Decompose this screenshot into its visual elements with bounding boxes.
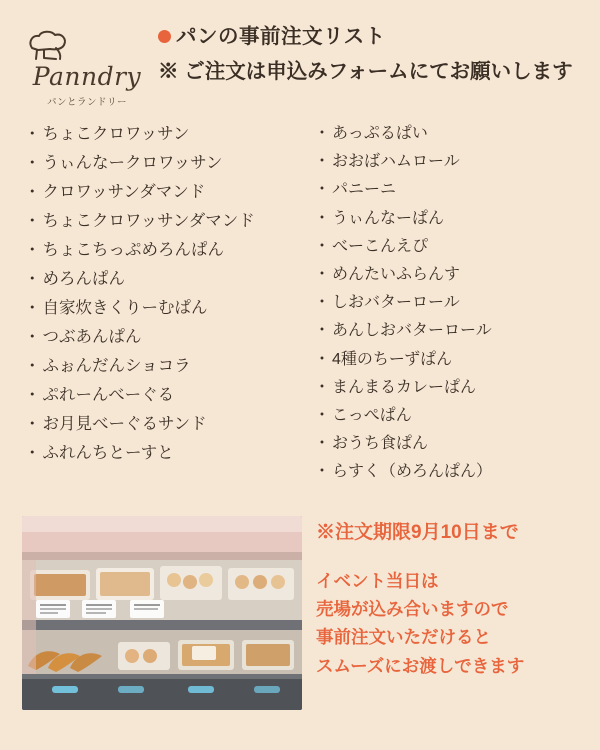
list-marker: ・ (314, 181, 331, 199)
list-item (314, 352, 590, 368)
list-item-label: ちょこクロワッサンダマンド (42, 212, 255, 230)
list-marker: ・ (314, 209, 331, 227)
list-item-label: あっぷるぱい (332, 125, 428, 142)
brand-tagline: パンとランドリー (46, 97, 127, 108)
page-title (158, 24, 586, 50)
list-marker: ・ (314, 406, 331, 424)
list-item-label: めろんぱん (42, 270, 125, 288)
order-note-line: 売場が込み合いますので (316, 599, 509, 620)
list-item-label: ぷれーんべーぐる (42, 386, 175, 404)
list-marker: ・ (314, 237, 331, 255)
bread-list-right (300, 126, 590, 492)
list-marker: ・ (314, 294, 331, 312)
list-item-label: らすく（めろんぱん） (332, 463, 493, 481)
list-item-label: ちょこちっぷめろんぱん (42, 241, 224, 259)
list-item (24, 213, 300, 230)
list-item (24, 358, 300, 375)
bakery-display-case-photo (22, 516, 302, 710)
list-marker: ・ (24, 444, 41, 462)
list-item (314, 182, 590, 198)
list-item (24, 271, 300, 288)
list-item (314, 126, 590, 142)
page-title-label: パンの事前注文リスト (176, 25, 386, 48)
list-item (314, 464, 590, 480)
list-marker: ・ (314, 378, 331, 396)
list-marker: ・ (24, 328, 41, 346)
list-item (24, 242, 300, 259)
list-item-label: うぃんなークロワッサン (42, 154, 223, 172)
list-marker: ・ (24, 212, 41, 230)
list-item-label: ちょこクロワッサン (42, 125, 190, 143)
list-item (24, 416, 300, 433)
list-marker: ・ (24, 154, 41, 172)
list-item-label: おうち食ぱん (332, 435, 429, 453)
list-item (314, 267, 590, 283)
bread-order-lists (0, 108, 600, 492)
footer-text (302, 516, 586, 750)
order-note (316, 567, 586, 680)
list-marker: ・ (314, 153, 331, 171)
list-item-label: うぃんなーぱん (332, 209, 445, 227)
order-note-line: スムーズにお渡しできます (316, 655, 525, 676)
list-marker: ・ (314, 322, 331, 340)
list-marker: ・ (24, 386, 41, 404)
list-item-label: お月見べーぐるサンド (42, 415, 207, 433)
list-item (314, 154, 590, 170)
order-note-line: 事前注文いただけると (316, 627, 491, 648)
list-marker: ・ (314, 463, 331, 481)
list-item (314, 436, 590, 452)
list-item (314, 239, 590, 255)
list-item-label: べーこんえぴ (332, 237, 429, 255)
list-marker: ・ (24, 415, 41, 433)
bakery-photo-graphic (22, 516, 302, 710)
list-marker: ・ (24, 183, 41, 201)
list-item (24, 126, 300, 143)
list-item (314, 380, 590, 396)
list-marker: ・ (314, 125, 331, 142)
list-item-label: めんたいふらんす (332, 265, 461, 283)
header (0, 0, 600, 108)
list-item (24, 329, 300, 346)
list-item (314, 408, 590, 424)
list-item-label: あんしおバターロール (332, 322, 492, 340)
list-item-label: パニーニ (332, 181, 397, 199)
list-item-label: クロワッサンダマンド (42, 183, 206, 201)
order-note-line: イベント当日は (316, 570, 439, 591)
list-item (314, 323, 590, 339)
list-item-label: ふれんちとーすと (42, 444, 174, 462)
list-marker: ・ (24, 299, 41, 317)
filled-circle-bullet-icon (158, 30, 171, 43)
list-item-label: 自家炊きくりーむぱん (42, 299, 208, 317)
brand-name: Panndry (32, 62, 142, 91)
list-item (314, 211, 590, 227)
list-marker: ・ (314, 350, 331, 368)
list-item-label: しおバターロール (332, 294, 460, 312)
order-deadline: ※注文期限9月10日まで (316, 522, 519, 543)
header-text (152, 22, 586, 84)
list-item-label: おおばハムロール (332, 153, 460, 171)
list-marker: ・ (314, 435, 331, 453)
list-item-label: つぶあんぱん (42, 328, 142, 346)
list-item (24, 445, 300, 462)
list-item-label: 4種のちーずぱん (332, 350, 453, 368)
list-marker: ・ (24, 125, 41, 143)
list-item (24, 300, 300, 317)
brand-logo (22, 22, 152, 108)
list-marker: ・ (24, 357, 41, 375)
list-item-label: こっぺぱん (332, 406, 412, 424)
list-marker: ・ (24, 241, 41, 259)
list-marker: ・ (24, 270, 41, 288)
page-subtitle: ※ ご注文は申込みフォームにてお願いします (158, 59, 573, 83)
list-item (314, 295, 590, 311)
list-item-label: ふぉんだんショコラ (42, 357, 191, 375)
list-item-label: まんまるカレーぱん (332, 378, 477, 396)
list-marker: ・ (314, 265, 331, 283)
bread-list-left (24, 126, 300, 492)
footer-section (0, 516, 600, 750)
list-item (24, 184, 300, 201)
bread-stamp-icon (26, 28, 70, 62)
list-item (24, 155, 300, 172)
list-item (24, 387, 300, 404)
